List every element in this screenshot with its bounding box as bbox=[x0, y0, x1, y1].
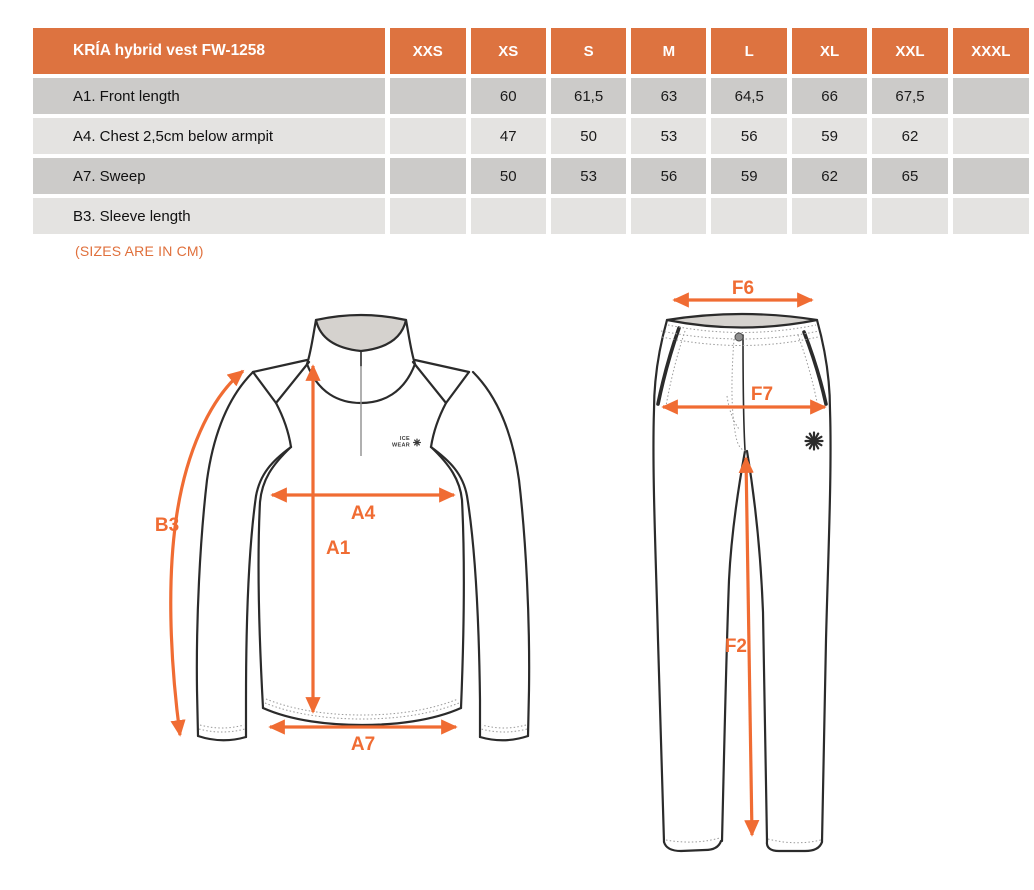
waist-button bbox=[735, 333, 743, 341]
snowflake-icon bbox=[806, 433, 823, 450]
size-cell: 53 bbox=[551, 158, 627, 194]
size-cell bbox=[390, 78, 466, 114]
size-col-xxs: XXS bbox=[390, 28, 466, 74]
pants-outline bbox=[653, 314, 830, 851]
size-col-l: L bbox=[711, 28, 787, 74]
size-cell: 66 bbox=[792, 78, 867, 114]
size-cell: 47 bbox=[471, 118, 546, 154]
pants-measurements bbox=[663, 278, 825, 835]
size-cell: 59 bbox=[792, 118, 867, 154]
row-label: A1. Front length bbox=[33, 78, 385, 114]
size-cell: 50 bbox=[551, 118, 627, 154]
size-cell bbox=[390, 158, 466, 194]
size-col-m: M bbox=[631, 28, 706, 74]
size-cell: 53 bbox=[631, 118, 706, 154]
logo-text-line2: WEAR bbox=[391, 442, 410, 449]
a4-label: A4 bbox=[350, 503, 376, 524]
size-col-xs: XS bbox=[471, 28, 546, 74]
icewear-logo bbox=[392, 436, 420, 449]
size-cell bbox=[390, 198, 466, 234]
size-cell: 56 bbox=[711, 118, 787, 154]
size-cell: 63 bbox=[631, 78, 706, 114]
b3-arrow bbox=[171, 371, 243, 735]
size-cell: 64,5 bbox=[711, 78, 787, 114]
logo-text-line1: ICE bbox=[399, 436, 410, 442]
table-row bbox=[33, 158, 1029, 194]
size-col-xxl: XXL bbox=[872, 28, 948, 74]
row-label: A7. Sweep bbox=[33, 158, 385, 194]
sizes-note: (SIZES ARE IN CM) bbox=[75, 243, 204, 259]
table-row bbox=[33, 118, 1029, 154]
f7-label: F7 bbox=[750, 384, 774, 405]
size-cell: 56 bbox=[631, 158, 706, 194]
table-header-row bbox=[33, 28, 1029, 74]
shirt-diagram bbox=[125, 290, 585, 775]
size-cell bbox=[953, 158, 1029, 194]
size-cell bbox=[551, 198, 627, 234]
size-cell: 59 bbox=[711, 158, 787, 194]
size-table bbox=[28, 24, 1034, 238]
size-cell bbox=[711, 198, 787, 234]
f2-label: F2 bbox=[724, 636, 747, 657]
size-cell: 67,5 bbox=[872, 78, 948, 114]
row-label: A4. Chest 2,5cm below armpit bbox=[33, 118, 385, 154]
size-cell: 62 bbox=[872, 118, 948, 154]
row-label: B3. Sleeve length bbox=[33, 198, 385, 234]
size-col-xl: XL bbox=[792, 28, 867, 74]
pants-diagram bbox=[633, 275, 865, 875]
size-cell: 61,5 bbox=[551, 78, 627, 114]
size-cell bbox=[471, 198, 546, 234]
f6-label: F6 bbox=[731, 278, 755, 299]
shirt-outline bbox=[197, 315, 529, 740]
size-col-s: S bbox=[551, 28, 627, 74]
size-cell bbox=[872, 198, 948, 234]
size-cell bbox=[953, 118, 1029, 154]
size-cell: 50 bbox=[471, 158, 546, 194]
table-row bbox=[33, 78, 1029, 114]
size-cell bbox=[792, 198, 867, 234]
size-cell: 60 bbox=[471, 78, 546, 114]
size-cell: 65 bbox=[872, 158, 948, 194]
waist-inside bbox=[667, 314, 817, 328]
table-row bbox=[33, 198, 1029, 234]
size-cell bbox=[953, 198, 1029, 234]
size-cell bbox=[953, 78, 1029, 114]
b3-label: B3 bbox=[154, 515, 180, 536]
size-cell bbox=[390, 118, 466, 154]
table-title: KRÍA hybrid vest FW-1258 bbox=[33, 28, 385, 74]
size-cell: 62 bbox=[792, 158, 867, 194]
collar-inside bbox=[316, 315, 406, 351]
snowflake-icon bbox=[414, 439, 421, 446]
size-col-xxxl: XXXL bbox=[953, 28, 1029, 74]
a7-label: A7 bbox=[350, 734, 376, 755]
a1-label: A1 bbox=[326, 538, 351, 559]
size-cell bbox=[631, 198, 706, 234]
